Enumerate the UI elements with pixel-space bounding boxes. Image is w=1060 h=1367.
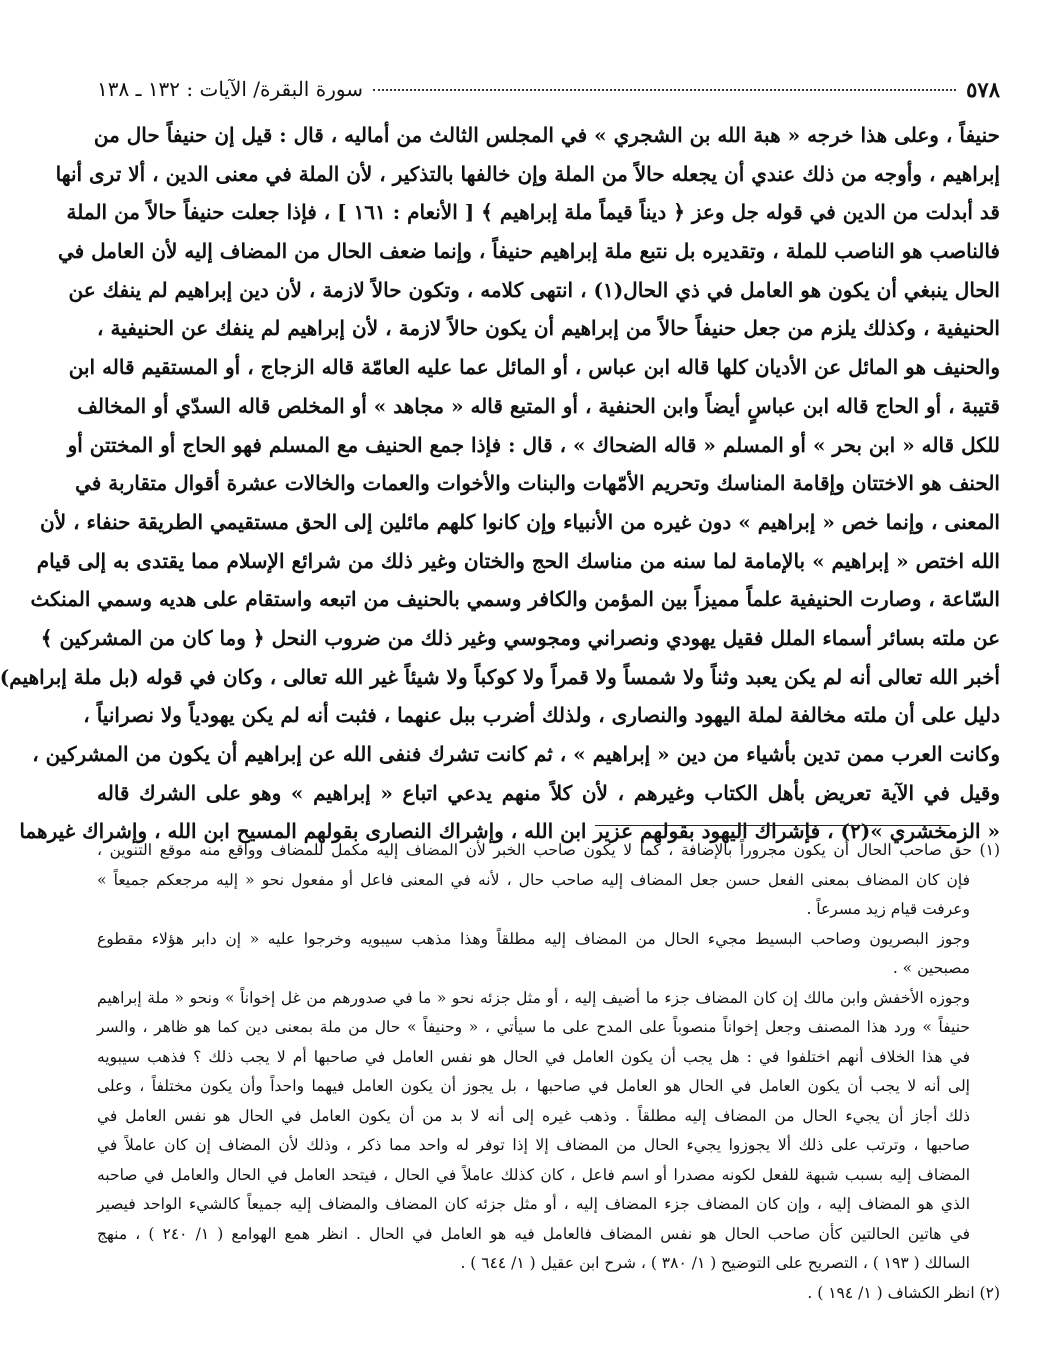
footnote-separator — [595, 825, 950, 826]
footnote-line: إلى أنه لا يجب أن يكون العامل في الحال هو العامل في صاحبها ، بل يجوز أن يكون العامل فيهما واحداً وأن يكون مختلفاً ، وعلى — [97, 1077, 970, 1095]
body-line: إبراهيم ، وأوجه من ذلك عندي أن يجعله حالاً من الملة وإن خالفها بالتذكير ، لأن الملة في معنى الدين ، ألا ترى أنها — [55, 161, 1000, 186]
footnote-line: (٢) انظر الكشاف ( ١/ ١٩٤ ) . — [807, 1283, 1000, 1302]
body-line: فالناصب هو الناصب للملة ، وتقديره بل نتبع ملة إبراهيم حنيفاً ، وإنما ضعف الحال من المضاف إليه لأن العامل في — [57, 239, 1000, 264]
running-header — [97, 72, 1000, 106]
footnote-line: وعرفت قيام زيد مسرعاً . — [806, 900, 970, 918]
body-line: السّاعة ، وصارت الحنيفية علماً مميزاً بين المؤمن والكافر وسمي بالحنيف من اتبعه واستقام على هديه وسمي المنكث — [30, 587, 1000, 612]
body-line: الله اختص « إبراهيم » بالإمامة لما سنه من مناسك الحج والختان وغير ذلك من شرائع الإسلام مما يقتدى به إلى قيام — [36, 548, 1000, 573]
footnote-line: (١) حق صاحب الحال أن يكون مجروراً بالإضافة ، كما لا يكون صاحب الخبر لأن المضاف إليه مكمل للمضاف وواقع منه موقع التنوين ، — [97, 841, 1000, 859]
footnote-line: حنيفاً » ورد هذا المصنف وجعل إخواناً منصوباً على المدح على ما سيأتي ، « وحنيفاً » حال من ملة بمعنى دين كما هو ظاهر ، والسر — [97, 1018, 970, 1036]
footnote-line: الذي هو المضاف إليه ، وإن كان المضاف جزء المضاف إليه ، أو مثل جزئه كان المضاف والمضاف إليه جميعاً كالشيء الواحد فيصير — [97, 1195, 970, 1213]
footnotes — [97, 836, 1000, 1308]
body-line: « الزمخشري »(٢) ، فإشراك اليهود بقولهم عزير ابن الله ، وإشراك النصارى بقولهم المسيح ابن الله ، وإشراك غيرهما — [19, 819, 1000, 844]
footnote-line: صاحبها ، وترتب على ذلك ألا يجوزوا يجيء الحال من المضاف إلا إذا توفر له واحد مما ذكر ، وذلك لأن المضاف إن كان عاملاً في — [97, 1136, 970, 1154]
body-line: حنيفاً ، وعلى هذا خرجه « هبة الله بن الشجري » في المجلس الثالث من أماليه ، قال : قيل إن حنيفاً حال من — [93, 123, 1000, 147]
body-line: دليل على أن ملته مخالفة لملة اليهود والنصارى ، ولذلك أضرب ببل عنهما ، فثبت أنه لم يكن يهودياً ولا نصرانياً ، — [83, 703, 1000, 728]
section-title: سورة البقرة/ الآيات : ١٣٢ ـ ١٣٨ — [97, 77, 363, 101]
body-line: والحنيف هو المائل عن الأديان كلها قاله ابن عباس ، أو المائل عما عليه العامّة قاله الزجاج ، أو المستقيم قاله ابن — [68, 355, 1000, 380]
body-line: الحنف هو الاختتان وإقامة المناسك وتحريم الأمّهات والبنات والأخوات والعمات والخالات عشرة أقوال متقاربة في — [75, 471, 1000, 496]
footnote-line: في هذا الخلاف أنهم اختلفوا في : هل يجب أن يكون العامل في الحال هو نفس العامل في صاحبها أم لا يجب ذلك ؟ فذهب سيبويه — [97, 1047, 970, 1066]
body-line: وقيل في الآية تعريض بأهل الكتاب وغيرهم ، لأن كلاً منهم يدعي اتباع « إبراهيم » وهو على الشرك قاله — [97, 780, 1000, 805]
footnote-line: وجوز البصريون وصاحب البسيط مجيء الحال من المضاف إليه مطلقاً وهذا مذهب سيبويه وخرجوا عليه « إن دابر هؤلاء مقطوع — [97, 929, 970, 948]
body-line: الحال ينبغي أن يكون هو العامل في ذي الحال(١) ، انتهى كلامه ، وتكون حالاً لازمة ، لأن دين إبراهيم لم ينفك عن — [68, 277, 1000, 302]
body-line: أخبر الله تعالى أنه لم يكن يعبد وثناً ولا شمساً ولا قمراً ولا كوكباً ولا شيئاً غير الله تعالى ، وكان في قوله (بل ملة إبراهيم) — [0, 664, 1000, 689]
footnote-line: فإن كان المضاف بمعنى الفعل حسن جعل المضاف إليه صاحب حال ، لأنه في المعنى فاعل أو مفعول نحو « إليه مرجعكم جميعاً » — [97, 870, 970, 889]
body-line: قد أبدلت من الدين في قوله جل وعز ﴿ ديناً قيماً ملة إبراهيم ﴾ [ الأنعام : ١٦١ ] ، فإذا جعلت حنيفاً حالاً من الملة — [66, 200, 1000, 225]
footnote-line: وجوزه الأخفش وابن مالك إن كان المضاف جزء ما أضيف إليه ، أو مثل جزئه نحو « ما في صدورهم من غل إخواناً » ونحو « ملة إبراهيم — [97, 988, 970, 1007]
footnote-line: مصبحين » . — [892, 959, 970, 977]
body-line: المعنى ، وإنما خص « إبراهيم » دون غيره من الأنبياء وإن كانوا كلهم مائلين إلى الحق مستقيمي الطريقة حنفاء ، لأن — [40, 509, 1000, 534]
body-line: وكانت العرب ممن تدين بأشياء من دين « إبراهيم » ، ثم كانت تشرك فنفى الله عن إبراهيم أن يكون من المشركين ، — [32, 742, 1000, 766]
body-line: الحنيفية ، وكذلك يلزم من جعل حنيفاً حالاً من إبراهيم أن يكون حالاً لازمة ، لأن إبراهيم لم ينفك عن الحنيفية ، — [97, 316, 1000, 341]
header-dot-leader — [373, 88, 956, 91]
body-line: عن ملته بسائر أسماء الملل فقيل يهودي ونصراني ومجوسي وغير ذلك من ضروب النحل ﴿ وما كان من المشركين ﴾ — [40, 625, 1000, 650]
body-line: قتيبة ، أو الحاج قاله ابن عباسٍ أيضاً وابن الحنفية ، أو المتبع قاله « مجاهد » أو المخلص قاله السدّي أو المخالف — [77, 393, 1000, 418]
main-text — [0, 116, 1000, 851]
page-number: ٥٧٨ — [966, 76, 1000, 102]
footnote-line: ذلك أجاز أن يجيء الحال من المضاف إليه مطلقاً . وذهب غيره إلى أنه لا بد من أن يكون العامل في الحال هو نفس العامل في — [97, 1106, 970, 1125]
footnote-line: المضاف إليه بسبب شبهة للفعل لكونه مصدرا أو اسم فاعل ، كان كذلك عاملاً في الحال ، فيتحد العامل في الحال والعامل في صاحبه — [97, 1165, 970, 1184]
footnote-line: في هاتين الحالتين كأن صاحب الحال هو نفس المضاف فالعامل فيه هو العامل في الحال . انظر همع الهوامع ( ١/ ٢٤٠ ) ، منهج — [97, 1224, 970, 1243]
body-line: للكل قاله « ابن بحر » أو المسلم « قاله الضحاك » ، قال : فإذا جمع الحنيف مع المسلم فهو الحاج أو المختتن أو — [67, 432, 1000, 457]
footnote-line: السالك ( ١٩٣ ) ، التصريح على التوضيح ( ١/ ٣٨٠ ) ، شرح ابن عقيل ( ١/ ٦٤٤ ) . — [460, 1254, 970, 1272]
